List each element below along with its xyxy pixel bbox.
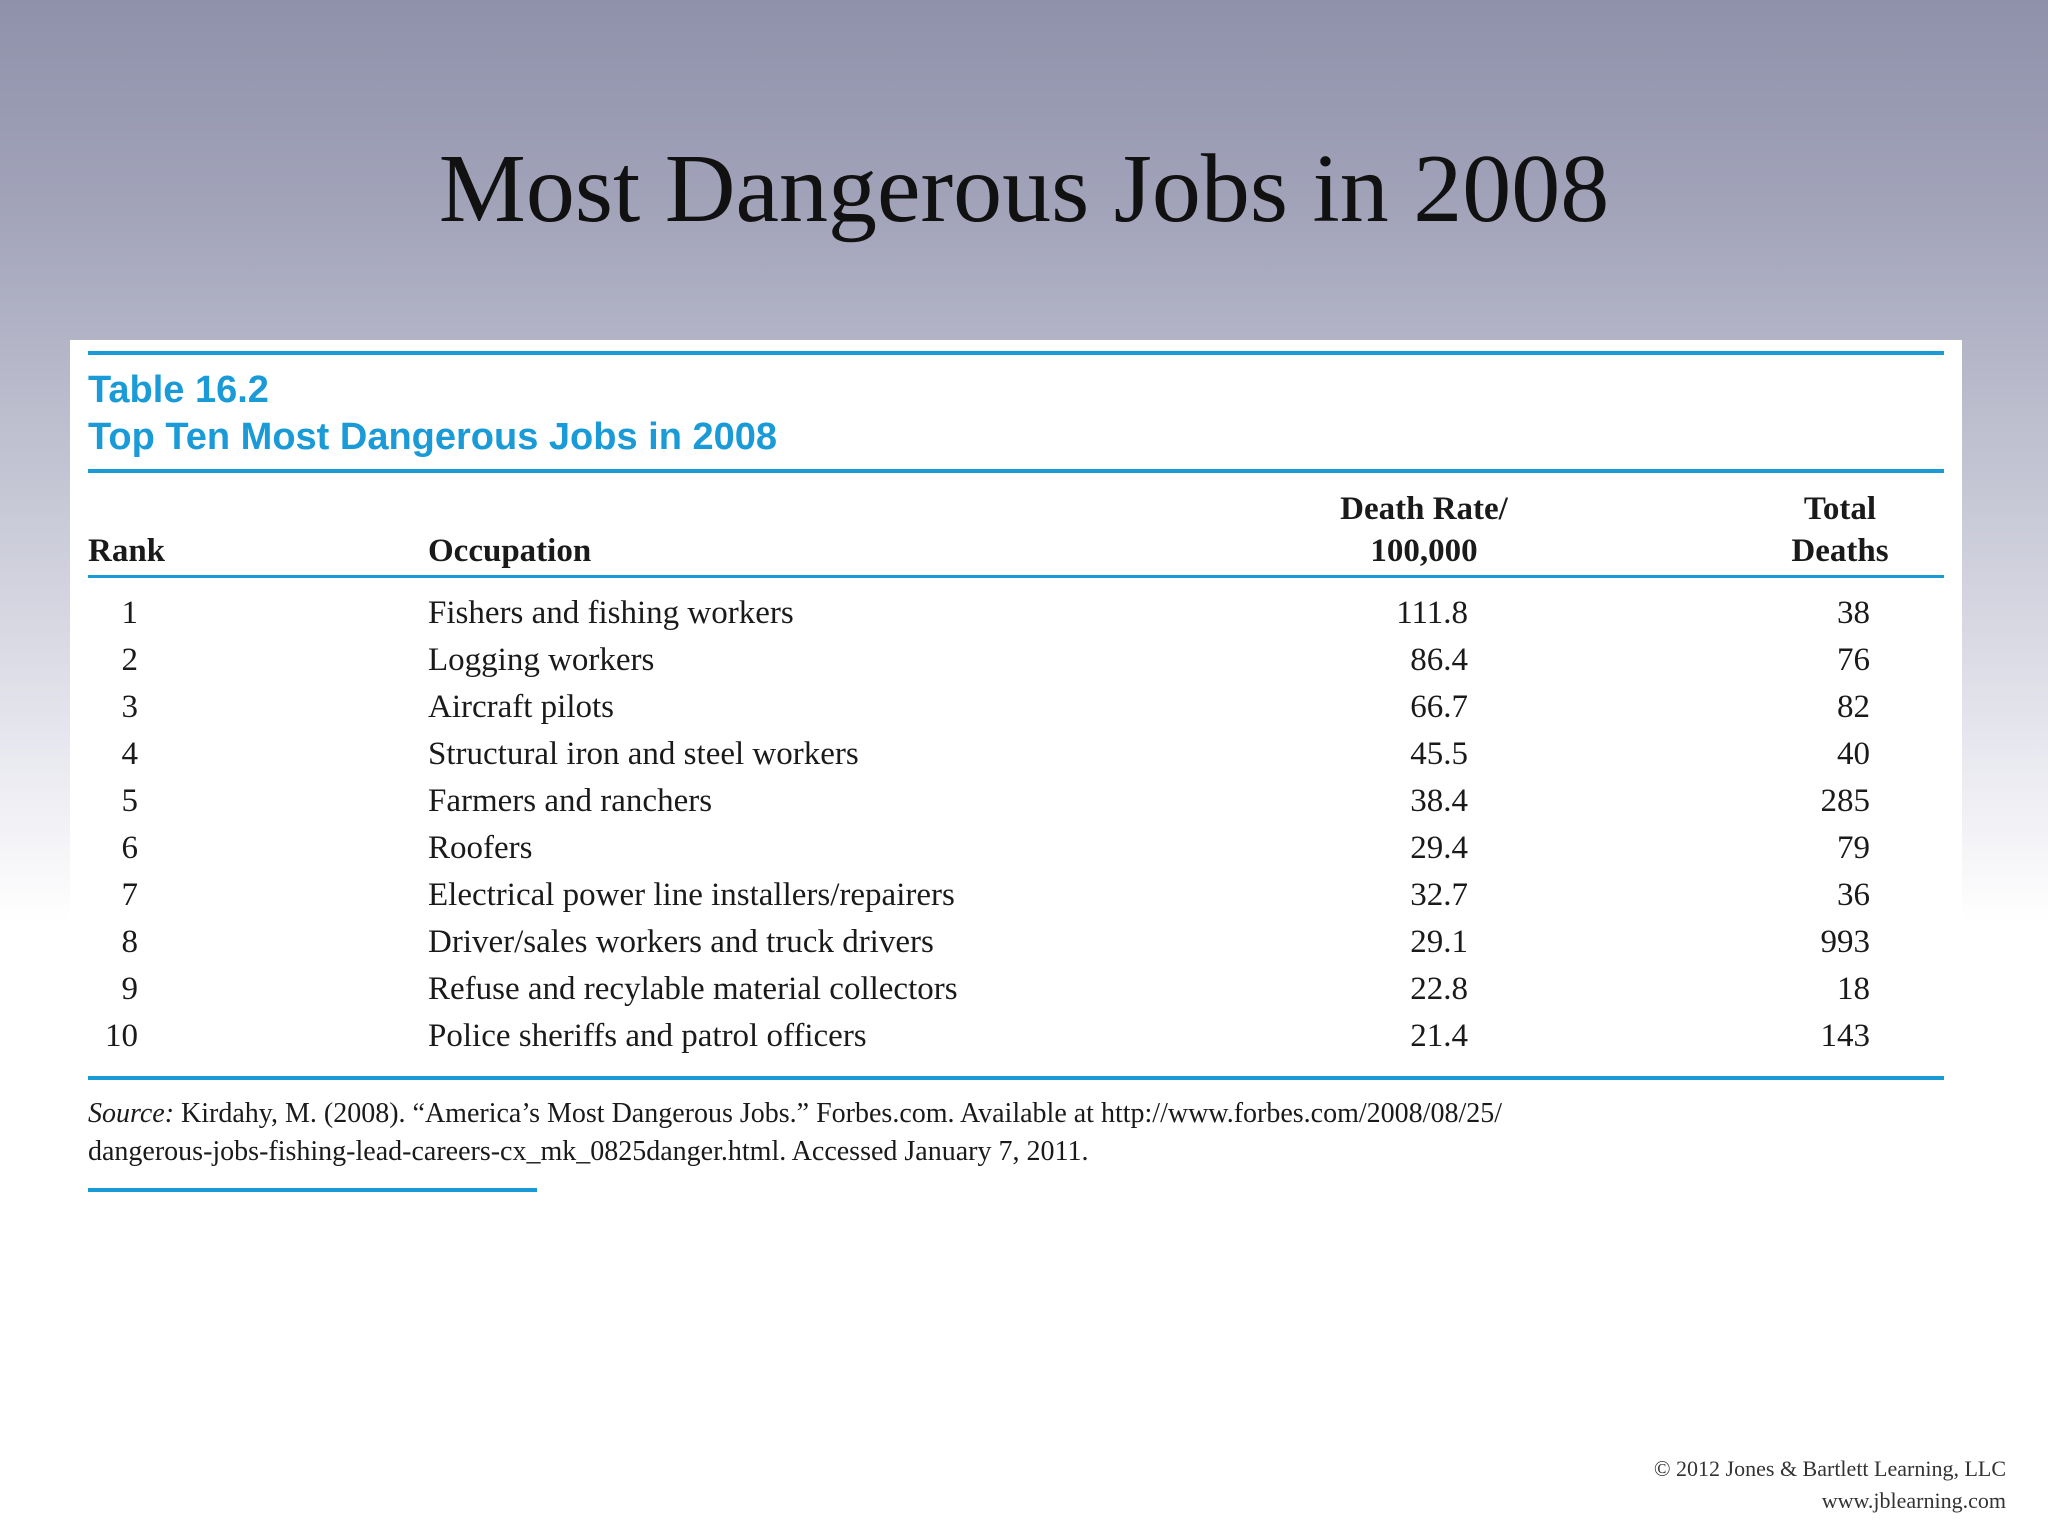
row-occupation: Logging workers <box>428 642 655 678</box>
row-rank: 7 <box>121 877 138 913</box>
table-title: Top Ten Most Dangerous Jobs in 2008 <box>88 416 778 458</box>
row-death-rate: 21.4 <box>1410 1018 1468 1054</box>
row-total-deaths: 285 <box>1820 783 1870 819</box>
row-total-deaths: 18 <box>1837 971 1870 1007</box>
row-death-rate: 29.1 <box>1410 924 1468 960</box>
row-death-rate: 32.7 <box>1410 877 1468 913</box>
row-death-rate: 29.4 <box>1410 830 1468 866</box>
header-total-line1: Total <box>1803 491 1877 527</box>
header-death-rate-line2: 100,000 <box>1370 533 1478 569</box>
row-rank: 3 <box>121 689 138 725</box>
row-total-deaths: 993 <box>1820 924 1870 960</box>
source-rule <box>88 1188 537 1192</box>
header-occupation: Occupation <box>428 533 592 569</box>
row-death-rate: 45.5 <box>1410 736 1468 772</box>
row-total-deaths: 79 <box>1837 830 1870 866</box>
row-occupation: Structural iron and steel workers <box>428 736 859 772</box>
header-rule <box>88 575 1944 578</box>
row-total-deaths: 76 <box>1837 642 1870 678</box>
row-total-deaths: 143 <box>1820 1018 1870 1054</box>
row-occupation: Driver/sales workers and truck drivers <box>428 924 934 960</box>
header-rank: Rank <box>88 533 166 569</box>
header-death-rate-line1: Death Rate/ <box>1340 491 1508 527</box>
row-total-deaths: 82 <box>1837 689 1870 725</box>
row-occupation: Refuse and recylable material collectors <box>428 971 958 1007</box>
source-line-1 <box>88 1100 1502 1128</box>
row-total-deaths: 40 <box>1837 736 1870 772</box>
caption-rule <box>88 469 1944 473</box>
header-death-rate <box>1274 488 1574 572</box>
row-occupation: Farmers and ranchers <box>428 783 713 819</box>
row-rank: 8 <box>121 924 138 960</box>
source-line-2: dangerous-jobs-fishing-lead-careers-cx_mk_0825danger.html. Accessed January 7, 2011. <box>88 1136 1089 1167</box>
row-total-deaths: 38 <box>1837 595 1870 631</box>
row-occupation: Police sheriffs and patrol officers <box>428 1018 867 1054</box>
row-death-rate: 22.8 <box>1410 971 1468 1007</box>
row-rank: 5 <box>121 783 138 819</box>
row-occupation: Fishers and fishing workers <box>428 595 794 631</box>
table-label: Table 16.2 <box>88 369 269 411</box>
row-rank: 4 <box>121 736 138 772</box>
row-rank: 10 <box>105 1018 138 1054</box>
bottom-rule <box>88 1076 1944 1080</box>
header-total-deaths <box>1740 488 1940 572</box>
row-occupation: Aircraft pilots <box>428 689 615 725</box>
row-total-deaths: 36 <box>1837 877 1870 913</box>
website-text: www.jblearning.com <box>1821 1488 2006 1513</box>
header-total-line2: Deaths <box>1791 533 1889 569</box>
copyright-text: © 2012 Jones & Bartlett Learning, LLC <box>1653 1456 2006 1481</box>
row-rank: 9 <box>121 971 138 1007</box>
top-rule <box>88 351 1944 355</box>
row-death-rate: 86.4 <box>1410 642 1468 678</box>
row-rank: 2 <box>121 642 138 678</box>
slide-title: Most Dangerous Jobs in 2008 <box>438 135 1610 243</box>
row-death-rate: 38.4 <box>1410 783 1468 819</box>
row-death-rate: 66.7 <box>1410 689 1468 725</box>
row-occupation: Roofers <box>428 830 533 866</box>
source-text-1: Kirdahy, M. (2008). “America’s Most Dangerous Jobs.” Forbes.com. Available at http://www.forbes.com/2008/08/25/ <box>174 1098 1502 1129</box>
row-occupation: Electrical power line installers/repairers <box>428 877 955 913</box>
row-death-rate: 111.8 <box>1396 595 1468 631</box>
source-label: Source: <box>88 1098 175 1129</box>
row-rank: 6 <box>121 830 138 866</box>
row-rank: 1 <box>121 595 138 631</box>
